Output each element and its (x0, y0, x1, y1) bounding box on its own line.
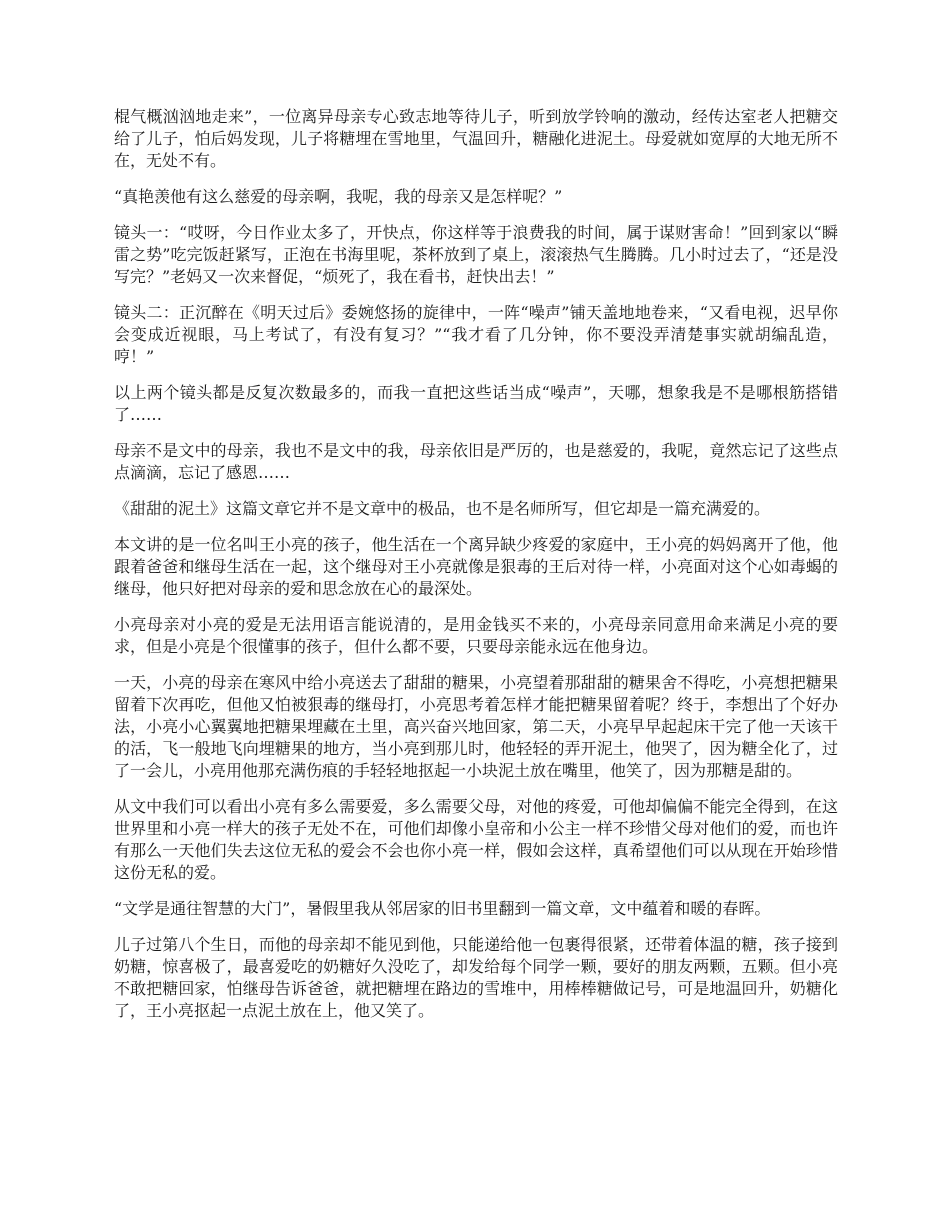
paragraph: 以上两个镜头都是反复次数最多的，而我一直把这些话当成“噪声”，天哪，想象我是不是哪根筋搭错了…… (114, 383, 838, 424)
paragraph: 棍气概汹汹地走来”，一位离异母亲专心致志地等待儿子，听到放学铃响的激动，经传达室老人把糖交给了儿子，怕后妈发现，儿子将糖埋在雪地里，气温回升，糖融化进泥土。母爱就如宽厚的大地无所不在，无处不有。 (114, 107, 838, 170)
paragraph: 镜头一：“哎呀，今日作业太多了，开快点，你这样等于浪费我的时间，属于谋财害命！”回到家以“瞬雷之势”吃完饭赶紧写，正泡在书海里呢，茶杯放到了桌上，滚滚热气生腾腾。几小时过去了，“还是没写完？”老妈又一次来督促，“烦死了，我在看书，赶快出去！” (114, 223, 838, 286)
paragraph: 本文讲的是一位名叫王小亮的孩子，他生活在一个离异缺少疼爱的家庭中，王小亮的妈妈离开了他，他跟着爸爸和继母生活在一起，这个继母对王小亮就像是狠毒的王后对待一样，小亮面对这个心如毒蝎的继母，他只好把对母亲的爱和思念放在心的最深处。 (114, 535, 838, 598)
paragraph: 一天，小亮的母亲在寒风中给小亮送去了甜甜的糖果，小亮望着那甜甜的糖果舍不得吃，小亮想把糖果留着下次再吃，但他又怕被狠毒的继母打，小亮思考着怎样才能把糖果留着呢？终于，李想出了个好办法，小亮小心翼翼地把糖果埋藏在土里，高兴奋兴地回家，第二天，小亮早早起起床干完了他一天该干的活，飞一般地飞向埋糖果的地方，当小亮到那儿时，他轻轻的弄开泥土，他哭了，因为糖全化了，过了一会儿，小亮用他那充满伤痕的手轻轻地抠起一小块泥土放在嘴里，他笑了，因为那糖是甜的。 (114, 673, 838, 780)
paragraph: 小亮母亲对小亮的爱是无法用语言能说清的，是用金钱买不来的，小亮母亲同意用命来满足小亮的要求，但是小亮是个很懂事的孩子，但什么都不要，只要母亲能永远在他身边。 (114, 615, 838, 656)
paragraph: “真艳羡他有这么慈爱的母亲啊，我呢，我的母亲又是怎样呢？” (114, 187, 563, 206)
paragraph: 母亲不是文中的母亲，我也不是文中的我，母亲依旧是严厉的，也是慈爱的，我呢，竟然忘记了这些点点滴滴，忘记了感恩…… (114, 441, 838, 482)
paragraph: 《甜甜的泥土》这篇文章它并不是文章中的极品，也不是名师所写，但它却是一篇充满爱的。 (114, 499, 771, 518)
paragraph: “文学是通往智慧的大门”，暑假里我从邻居家的旧书里翻到一篇文章，文中蕴着和暖的春晖。 (114, 899, 771, 918)
paragraph: 从文中我们可以看出小亮有多么需要爱，多么需要父母，对他的疼爱，可他却偏偏不能完全得到，在这世界里和小亮一样大的孩子无处不在，可他们却像小皇帝和小公主一样不珍惜父母对他们的爱，而也许有那么一天他们失去这位无私的爱会不会也你小亮一样，假如会这样，真希望他们可以从现在开始珍惜这份无私的爱。 (114, 797, 838, 882)
document-body (114, 106, 838, 1036)
paragraph: 儿子过第八个生日，而他的母亲却不能见到他，只能递给他一包裹得很紧，还带着体温的糖，孩子接到奶糖，惊喜极了，最喜爱吃的奶糖好久没吃了，却发给每个同学一颗，要好的朋友两颗，五颗。但小亮不敢把糖回家，怕继母告诉爸爸，就把糖埋在路边的雪堆中，用棒棒糖做记号，可是地温回升，奶糖化了，王小亮抠起一点泥土放在上，他又笑了。 (114, 935, 838, 1020)
paragraph: 镜头二：正沉醉在《明天过后》委婉悠扬的旋律中，一阵“噪声”铺天盖地地卷来，“又看电视，迟早你会变成近视眼，马上考试了，有没有复习？”“我才看了几分钟，你不要没弄清楚事实就胡编乱造，哼！” (114, 303, 838, 366)
